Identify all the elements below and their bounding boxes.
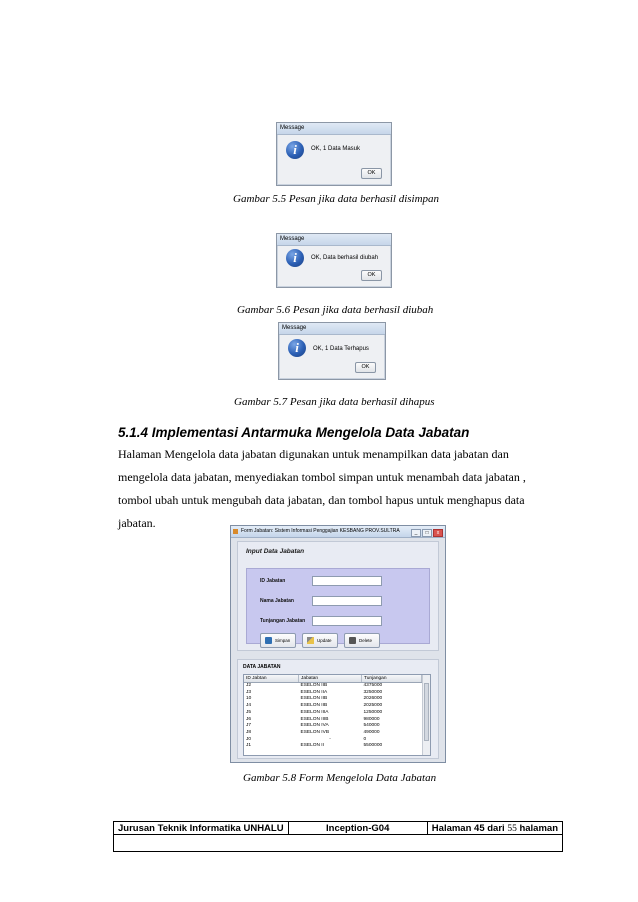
cell: J5 — [246, 709, 252, 715]
simpan-button[interactable] — [260, 633, 296, 648]
delete-label: Delete — [359, 638, 373, 643]
section-paragraph-line: jabatan. — [118, 516, 156, 530]
cell: ESELON II — [300, 743, 324, 749]
cell: J6 — [246, 716, 252, 722]
cell: 1250000 — [363, 709, 383, 715]
section-heading: 5.1.4 Implementasi Antarmuka Mengelola Data Jabatan — [118, 425, 470, 440]
cell: ESELON IIB — [300, 696, 328, 702]
window-controls — [410, 528, 443, 535]
dialog-title: Message — [277, 234, 391, 246]
cell: ESELON IIB — [300, 683, 328, 688]
tunjangan-jabatan-input[interactable] — [312, 616, 382, 626]
cell: J2 — [246, 683, 252, 688]
cell: ESELON IIB — [300, 703, 328, 709]
table-row[interactable] — [244, 703, 422, 710]
dialog-message: OK, Data berhasil diubah — [311, 255, 379, 261]
page-prefix: Halaman 45 dari — [431, 822, 508, 834]
maximize-button[interactable]: □ — [422, 529, 432, 537]
dialog-data-masuk — [276, 122, 392, 186]
form-jabatan-window — [230, 525, 446, 763]
delete-button[interactable] — [344, 633, 380, 648]
cell: 2025000 — [363, 703, 383, 709]
label-tunjangan-jabatan: Tunjangan Jabatan — [260, 618, 306, 624]
figure-caption-5-7: Gambar 5.7 Pesan jika data berhasil dihapus — [234, 396, 435, 408]
cell: ESELON IIA — [300, 689, 328, 695]
column-header[interactable]: Tunjangan — [362, 675, 422, 683]
cell: 5500000 — [363, 743, 383, 749]
minimize-button[interactable]: _ — [411, 529, 421, 537]
figure-caption-5-5: Gambar 5.5 Pesan jika data berhasil disimpan — [233, 193, 440, 205]
footer-project: Inception-G04 — [288, 822, 427, 835]
cell: J7 — [246, 723, 252, 729]
info-icon: i — [286, 249, 304, 267]
page-footer — [113, 821, 563, 852]
info-icon: i — [286, 141, 304, 159]
cell: ESELON IIIA — [300, 709, 329, 715]
cell: 490000 — [363, 729, 380, 735]
cell: J3 — [246, 689, 252, 695]
ok-button[interactable]: OK — [361, 270, 382, 281]
cell: 2026000 — [363, 696, 383, 702]
table-row[interactable] — [244, 696, 422, 703]
table-header-row — [244, 675, 422, 683]
window-title: Form Jabatan: Sistem Informasi Penggajian KESBANG PROV.SULTRA — [241, 528, 400, 534]
trash-icon — [349, 637, 356, 644]
section-paragraph-line: mengelola data jabatan, menyediakan tombol simpan untuk menambah data jabatan , — [118, 470, 526, 484]
footer-department: Jurusan Teknik Informatika UNHALU — [114, 822, 289, 835]
table-scrollbar[interactable] — [422, 675, 430, 755]
save-icon — [265, 637, 272, 644]
label-nama-jabatan: Nama Jabatan — [260, 598, 294, 604]
data-table[interactable] — [243, 674, 431, 756]
id-jabatan-input[interactable] — [312, 576, 382, 586]
dialog-message: OK, 1 Data Masuk — [311, 146, 361, 152]
table-row[interactable] — [244, 690, 422, 697]
page-suffix: halaman — [516, 822, 558, 834]
table-row[interactable] — [244, 730, 422, 737]
dialog-title: Message — [279, 323, 385, 335]
cell: J1 — [246, 743, 252, 749]
cell: - — [329, 736, 331, 742]
panel-title: Input Data Jabatan — [246, 548, 305, 555]
table-row[interactable] — [244, 683, 422, 690]
nama-jabatan-input[interactable] — [312, 596, 382, 606]
cell: J0 — [246, 736, 252, 742]
cell: 4375000 — [363, 683, 383, 688]
table-row[interactable] — [244, 710, 422, 717]
cell: ESELON IVB — [300, 729, 330, 735]
footer-empty-row — [114, 835, 563, 852]
ok-button[interactable]: OK — [355, 362, 376, 373]
cell: 0 — [363, 736, 367, 742]
cell: ESELON IVA — [300, 723, 329, 729]
ok-button[interactable]: OK — [361, 168, 382, 179]
app-icon — [233, 529, 238, 534]
cell: 3250000 — [363, 689, 383, 695]
update-label: Update — [317, 638, 332, 643]
edit-icon — [307, 637, 314, 644]
label-id-jabatan: ID Jabatan — [260, 578, 286, 584]
cell: J4 — [246, 703, 252, 709]
table-row[interactable] — [244, 737, 422, 744]
footer-page-number — [427, 822, 562, 835]
input-panel — [237, 541, 439, 651]
table-title: DATA JABATAN — [243, 664, 281, 670]
table-row[interactable] — [244, 717, 422, 724]
data-panel — [237, 659, 439, 759]
dialog-data-terhapus — [278, 322, 386, 380]
update-button[interactable] — [302, 633, 338, 648]
close-button[interactable]: x — [433, 529, 443, 537]
dialog-title: Message — [277, 123, 391, 135]
cell: J8 — [246, 729, 252, 735]
page-total: 55 — [507, 823, 517, 834]
cell: 980000 — [363, 716, 380, 722]
table-row[interactable] — [244, 723, 422, 730]
cell: 540000 — [363, 723, 380, 729]
figure-caption-5-6: Gambar 5.6 Pesan jika data berhasil diubah — [237, 304, 434, 316]
figure-caption-5-8: Gambar 5.8 Form Mengelola Data Jabatan — [243, 772, 437, 784]
scroll-thumb[interactable] — [424, 683, 429, 741]
column-header[interactable]: ID Jabtan — [244, 675, 299, 683]
section-paragraph-line: tombol ubah untuk mengubah data jabatan, dan tombol hapus untuk menghapus data — [118, 493, 525, 507]
cell: 10 — [246, 696, 252, 702]
info-icon: i — [288, 339, 306, 357]
simpan-label: Simpan — [275, 638, 291, 643]
window-titlebar — [231, 526, 445, 538]
dialog-data-diubah — [276, 233, 392, 288]
footer-empty-cell — [114, 835, 563, 852]
table-row[interactable] — [244, 743, 422, 750]
dialog-message: OK, 1 Data Terhapus — [313, 346, 369, 352]
section-paragraph-line: Halaman Mengelola data jabatan digunakan untuk menampilkan data jabatan dan — [118, 447, 509, 461]
cell: ESELON IIIB — [300, 716, 329, 722]
column-header[interactable]: Jabatan — [299, 675, 362, 683]
